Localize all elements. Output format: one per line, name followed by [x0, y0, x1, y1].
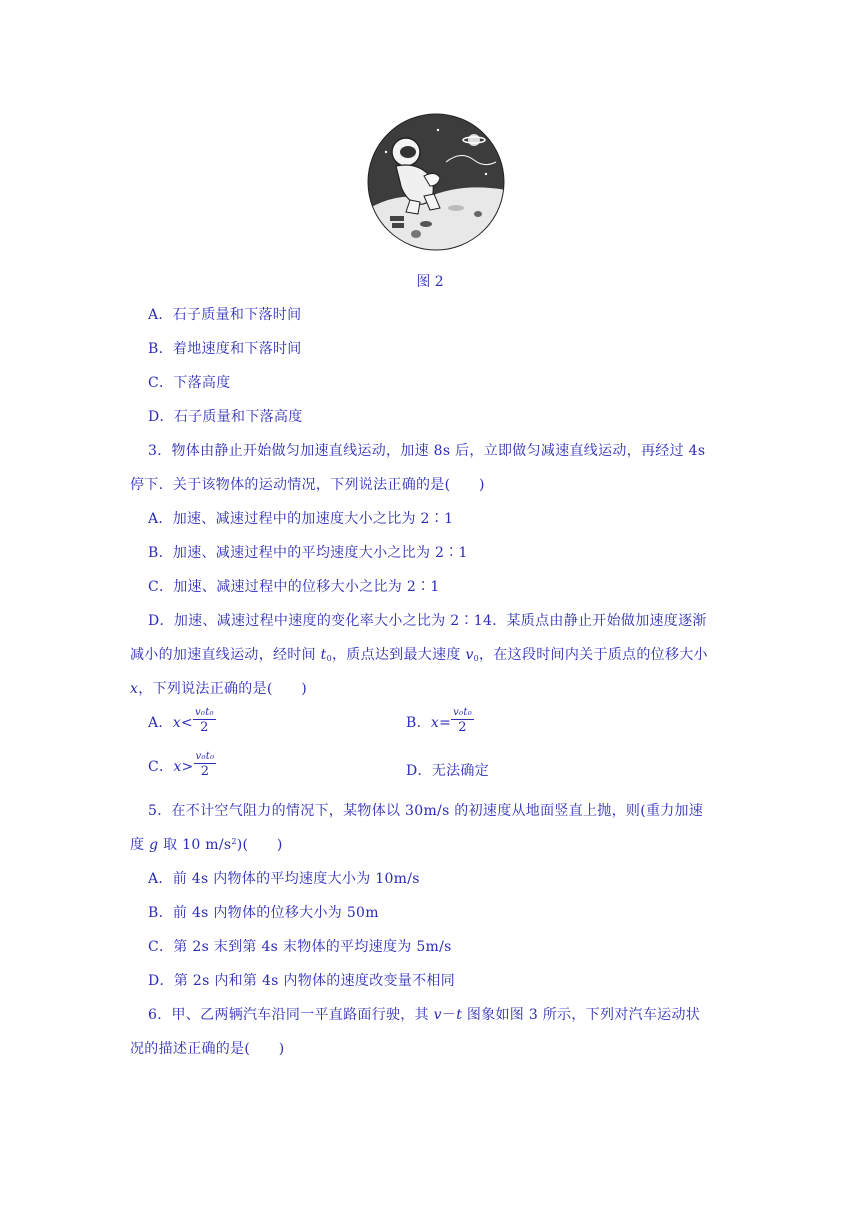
q3-option-d: D．加速、减速过程中速度的变化率大小之比为 2∶14．某质点由静止开始做加速度逐渐 — [148, 613, 707, 629]
q2-option-c: C．下落高度 — [148, 375, 231, 391]
q3-option-c: C．加速、减速过程中的位移大小之比为 2∶1 — [148, 579, 440, 595]
q4-option-b-fraction — [451, 706, 474, 736]
q3-option-b: B．加速、减速过程中的平均速度大小之比为 2∶1 — [148, 545, 468, 561]
q4-option-a-x: x — [172, 715, 181, 731]
q4-t0-sub: 0 — [326, 654, 332, 663]
q5-stem-line2 — [130, 834, 283, 854]
q6-t-var: t — [456, 1007, 463, 1023]
fraction-numerator: v₀t₀ — [194, 707, 214, 718]
fraction-denominator: 2 — [458, 720, 467, 735]
q2-option-a: A．石子质量和下落时间 — [148, 307, 302, 323]
q6-text-b: 图象如图 3 所示，下列对汽车运动状 — [462, 1007, 701, 1023]
q4-option-a-fraction — [193, 706, 216, 736]
q4-t0-var: t — [320, 647, 327, 663]
q6-stem-line1 — [148, 1004, 700, 1024]
q4-option-c-fraction — [194, 750, 217, 780]
q4-stem-line3 — [130, 678, 307, 698]
q5-option-c: C．第 2s 末到第 4s 末物体的平均速度为 5m/s — [148, 939, 452, 955]
q4-option-c — [148, 752, 216, 782]
q6-stem-line2: 况的描述正确的是( ) — [130, 1041, 285, 1057]
q4-text-b: ，质点达到最大速度 — [331, 647, 466, 663]
q4-text-c: ，在这段时间内关于质点的位移大小 — [479, 647, 708, 663]
q5-g-var: g — [149, 837, 159, 853]
fraction-numerator: v₀t₀ — [195, 751, 215, 762]
astronaut-on-moon-illustration — [366, 112, 506, 252]
q4-option-a-label: A． — [148, 715, 173, 731]
q5-sup: 2 — [231, 837, 237, 846]
q5-option-d: D．第 2s 内和第 4s 内物体的速度改变量不相同 — [148, 973, 456, 989]
q4-option-a — [148, 708, 216, 738]
q4-option-c-label: C． — [148, 759, 174, 775]
q5-text-b: 取 10 m/s — [158, 837, 232, 853]
q2-option-d: D．石子质量和下落高度 — [148, 409, 303, 425]
q4-option-c-rel: > — [181, 759, 194, 775]
q4-text-d: ，下列说法正确的是( ) — [138, 681, 308, 697]
q5-option-a: A．前 4s 内物体的平均速度大小为 10m/s — [148, 871, 420, 887]
fraction-denominator: 2 — [200, 764, 210, 779]
q5-option-b: B．前 4s 内物体的位移大小为 50m — [148, 905, 379, 921]
fraction-denominator: 2 — [200, 720, 209, 735]
q4-x-var: x — [130, 681, 139, 697]
q4-option-a-rel: < — [180, 715, 193, 731]
q3-option-a: A．加速、减速过程中的加速度大小之比为 2∶1 — [148, 511, 454, 527]
q6-dash: － — [441, 1007, 457, 1023]
figure-caption: 图 2 — [416, 274, 444, 290]
q4-option-b — [406, 708, 474, 738]
q2-option-b: B．着地速度和下落时间 — [148, 341, 302, 357]
q4-v0-sub: 0 — [473, 654, 480, 663]
q4-option-d: D．无法确定 — [406, 763, 490, 779]
fraction-numerator: v₀t₀ — [453, 707, 473, 718]
q4-option-c-x: x — [173, 759, 182, 775]
q3-stem-line2: 停下．关于该物体的运动情况，下列说法正确的是( ) — [130, 477, 485, 493]
q4-text-a: 减小的加速直线运动，经时间 — [130, 647, 321, 663]
q6-text-a: 6．甲、乙两辆汽车沿同一平直路面行驶，其 — [148, 1007, 434, 1023]
q4-option-b-rel: = — [439, 715, 452, 731]
q4-option-b-label: B． — [406, 715, 431, 731]
q6-v-var: v — [433, 1007, 442, 1023]
q5-stem-line1: 5．在不计空气阻力的情况下，某物体以 30m/s 的初速度从地面竖直上抛，则(重力加速 — [148, 803, 704, 819]
q4-v0-var: v — [465, 647, 474, 663]
q5-text-a: 度 — [130, 837, 150, 853]
q3-stem-line1: 3．物体由静止开始做匀加速直线运动，加速 8s 后，立即做匀减速直线运动，再经过 4s — [148, 443, 706, 459]
q5-text-c: )( ) — [236, 837, 283, 853]
q4-option-b-x: x — [430, 715, 440, 731]
q4-stem-line2 — [130, 644, 708, 664]
